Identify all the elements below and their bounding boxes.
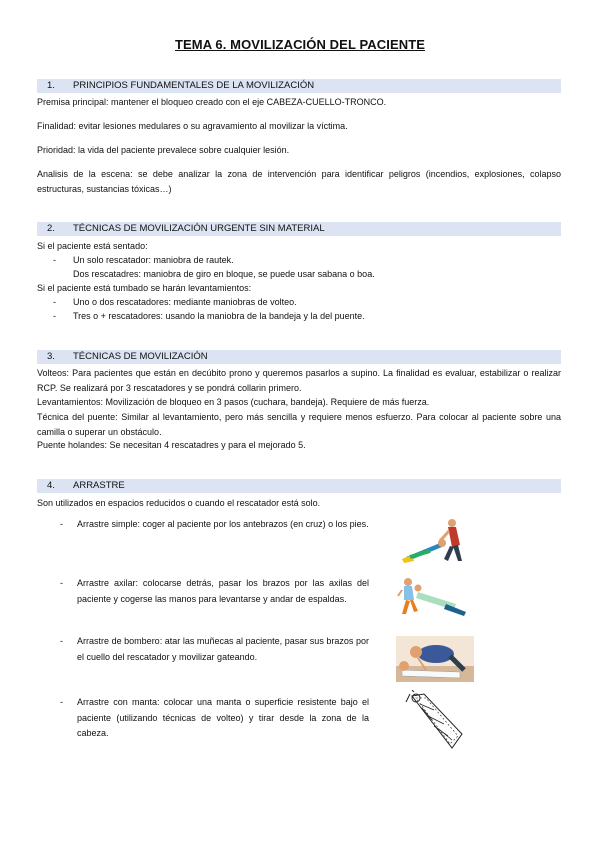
s1-prioridad: Prioridad: la vida del paciente prevalece sobre cualquier lesión. [37, 145, 290, 155]
s2-intro-sentado: Si el paciente está sentado: [37, 241, 148, 251]
section-3-number: 3. [47, 351, 55, 362]
arrastre-simple-illustration [400, 517, 468, 565]
bullet-dash: - [60, 519, 63, 529]
s2-list-item: Un solo rescatador: maniobra de rautek. [73, 255, 234, 265]
bullet-dash: - [60, 578, 63, 588]
section-2-title: TÉCNICAS DE MOVILIZACIÓN URGENTE SIN MATERIAL [73, 223, 325, 234]
bullet-dash: - [60, 636, 63, 646]
arrastre-simple-text: Arrastre simple: coger al paciente por los antebrazos (en cruz) o los pies. [77, 519, 369, 529]
bullet-dash: - [53, 297, 56, 307]
section-2-number: 2. [47, 223, 55, 234]
s4-intro: Son utilizados en espacios reducidos o cuando el rescatador está solo. [37, 498, 321, 508]
section-3-title: TÉCNICAS DE MOVILIZACIÓN [73, 351, 208, 362]
arrastre-axilar-text: Arrastre axilar: colocarse detrás, pasar los brazos por las axilas del paciente y cogerse las manos para levantarse y andar de espaldas. [77, 578, 369, 604]
section-4-title: ARRASTRE [73, 480, 125, 491]
section-3-header [37, 350, 561, 364]
arrastre-manta-illustration [404, 690, 466, 752]
s1-finalidad: Finalidad: evitar lesiones medulares o su agravamiento al movilizar la víctima. [37, 121, 348, 131]
bullet-dash: - [53, 255, 56, 265]
page-title: TEMA 6. MOVILIZACIÓN DEL PACIENTE [174, 37, 426, 52]
section-1-header [37, 79, 561, 93]
s2-list-item: Tres o + rescatadores: usando la maniobra de la bandeja y la del puente. [73, 311, 365, 321]
arrastre-axilar-illustration [396, 574, 468, 622]
s1-premisa: Premisa principal: mantener el bloqueo creado con el eje CABEZA-CUELLO-TRONCO. [37, 97, 387, 107]
section-1-title: PRINCIPIOS FUNDAMENTALES DE LA MOVILIZACIÓN [73, 80, 315, 91]
section-4-header [37, 479, 561, 493]
section-2-header [37, 222, 561, 236]
s3-tecnica-puente: Técnica del puente: Similar al levantamiento, pero más sencilla y requiere menos esfuerzo. Para colocar al paciente sobre una camilla o superar un obstáculo. [37, 412, 561, 437]
s2-intro-tumbado: Si el paciente está tumbado se harán levantamientos: [37, 283, 252, 293]
bullet-dash: - [53, 311, 56, 321]
s3-volteos: Volteos: Para pacientes que están en decúbito prono y queremos pasarlos a supino. La finalidad es evaluar, estabilizar o realizar RCP. Se realizará por 3 rescatadores y se pondrá collarin primero. [37, 368, 561, 393]
arrastre-bombero-text: Arrastre de bombero: atar las muñecas al paciente, pasar sus brazos por el cuello del rescatador y movilizar gateando. [77, 636, 369, 662]
section-1-number: 1. [47, 80, 55, 91]
s3-levantamientos: Levantamientos: Movilización de bloqueo en 3 pasos (cuchara, bandeja). Requiere de más fuerza. [37, 397, 430, 407]
s2-list-item: Uno o dos rescatadores: mediante maniobras de volteo. [73, 297, 297, 307]
s2-list-item: Dos rescatadres: maniobra de giro en bloque, se puede usar sabana o boa. [73, 269, 375, 279]
arrastre-bombero-illustration [396, 636, 474, 682]
arrastre-manta-text: Arrastre con manta: colocar una manta o superficie resistente bajo el paciente (utilizando técnicas de volteo) y tirar desde la zona de la cabeza. [77, 697, 369, 738]
section-4-number: 4. [47, 480, 55, 491]
s3-puente-holandes: Puente holandes: Se necesitan 4 rescatadres y para el mejorado 5. [37, 440, 306, 450]
bullet-dash: - [60, 697, 63, 707]
s1-analisis: Analisis de la escena: se debe analizar la zona de intervención para identificar peligros (incendios, explosiones, colapso estructuras, sustancias tóxicas…) [37, 169, 561, 194]
